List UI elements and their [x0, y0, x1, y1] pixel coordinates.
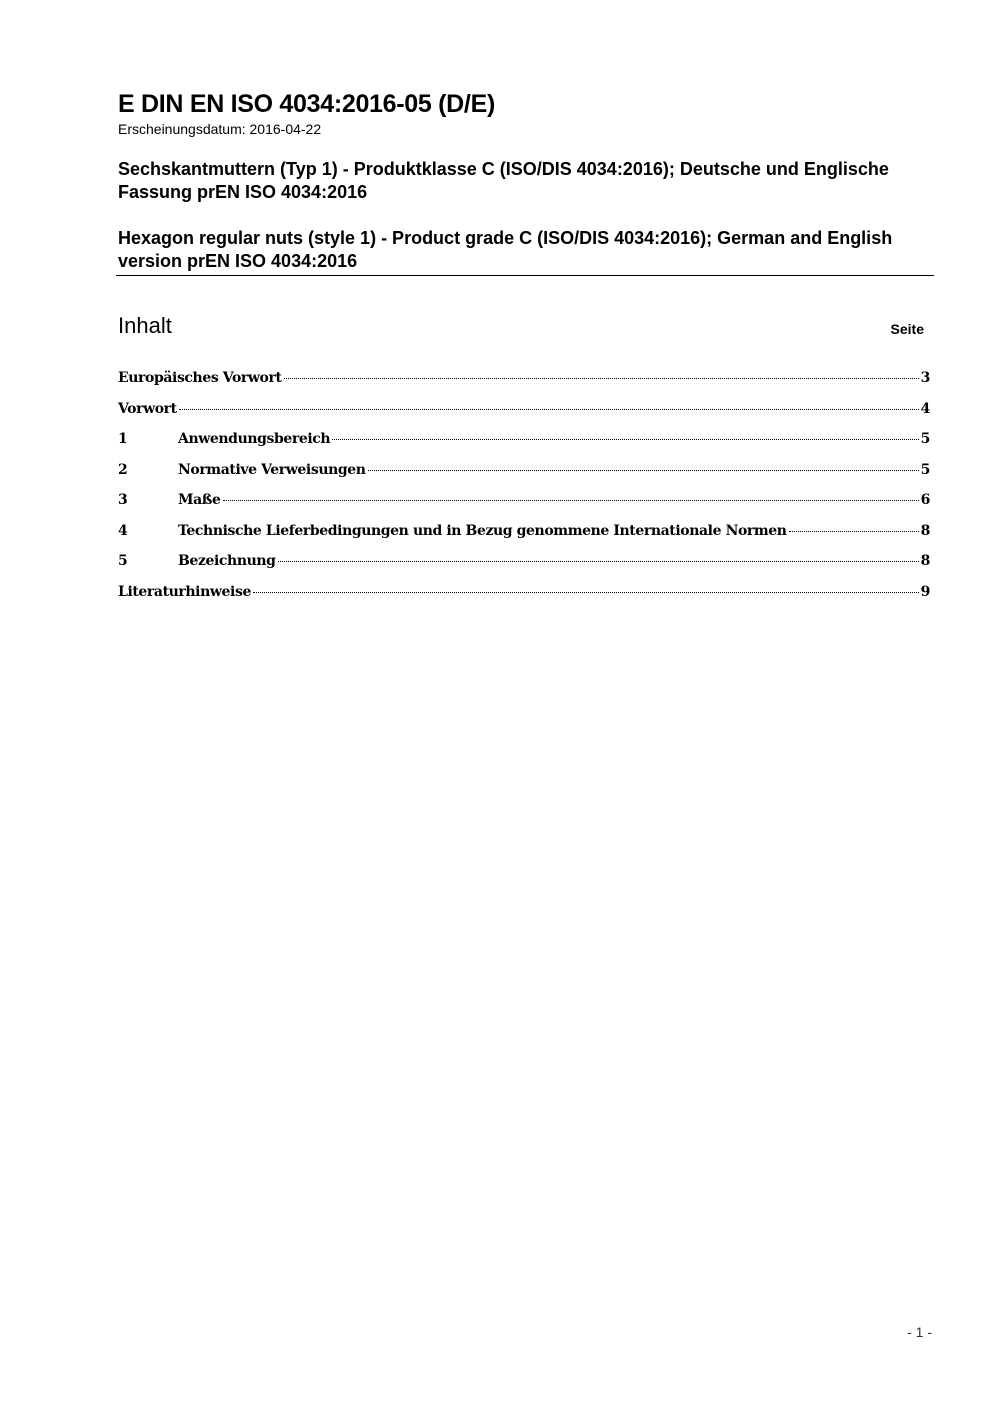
toc-entry-scope[interactable] — [118, 431, 930, 462]
toc-entry-technical-delivery-conditions[interactable] — [118, 523, 930, 554]
toc-entry-label: Anwendungsbereich — [178, 431, 331, 447]
toc-dot-leader — [789, 531, 919, 532]
publication-date: Erscheinungsdatum: 2016-04-22 — [118, 121, 322, 137]
toc-entry-designation[interactable] — [118, 553, 930, 584]
title-german: Sechskantmuttern (Typ 1) - Produktklasse C (ISO/DIS 4034:2016); Deutsche und Englische Fassung prEN ISO 4034:2016 — [118, 159, 889, 202]
toc-entry-page: 3 — [920, 370, 930, 386]
toc-entry-page: 5 — [920, 431, 930, 447]
toc-heading: Inhalt — [118, 313, 172, 338]
toc-entry-page: 8 — [920, 553, 930, 569]
toc-entry-label: Bezeichnung — [178, 553, 276, 569]
toc-entry-page: 9 — [920, 583, 930, 600]
toc-entry-page: 8 — [920, 522, 930, 539]
table-of-contents — [118, 370, 930, 614]
toc-entry-page: 4 — [920, 400, 930, 417]
toc-entry-label: Vorwort — [118, 400, 177, 417]
footer-page-number: - 1 - — [907, 1324, 932, 1340]
toc-entry-number: 2 — [118, 461, 128, 478]
toc-entry-normative-references[interactable] — [118, 462, 930, 493]
toc-entry-number: 4 — [118, 522, 128, 539]
toc-dot-leader — [332, 439, 918, 440]
toc-entry-label: Technische Lieferbedingungen und in Bezug genommene Internationale Normen — [178, 522, 787, 539]
toc-entry-label: Literaturhinweise — [118, 583, 251, 600]
toc-page-column-label: Seite — [890, 321, 924, 337]
toc-dot-leader — [179, 409, 919, 410]
toc-entry-page: 6 — [920, 492, 930, 508]
toc-entry-number: 3 — [118, 492, 128, 508]
toc-dot-leader — [278, 561, 919, 562]
toc-entry-label: Normative Verweisungen — [178, 461, 366, 478]
toc-entry-european-foreword[interactable] — [118, 370, 930, 401]
toc-entry-bibliography[interactable] — [118, 584, 930, 615]
toc-entry-number: 5 — [118, 553, 128, 569]
toc-entry-page: 5 — [920, 461, 930, 478]
toc-dot-leader — [253, 592, 919, 593]
toc-dot-leader — [223, 500, 919, 501]
title-english: Hexagon regular nuts (style 1) - Product grade C (ISO/DIS 4034:2016); German and English version prEN ISO 4034:2016 — [118, 228, 893, 271]
toc-entry-dimensions[interactable] — [118, 492, 930, 523]
toc-entry-foreword[interactable] — [118, 401, 930, 432]
toc-entry-label: Europäisches Vorwort — [118, 370, 282, 386]
document-title: E DIN EN ISO 4034:2016-05 (D/E) — [118, 90, 495, 118]
toc-entry-number: 1 — [118, 431, 128, 447]
title-divider — [116, 275, 934, 276]
toc-dot-leader — [368, 470, 919, 471]
toc-entry-label: Maße — [178, 492, 221, 508]
toc-dot-leader — [284, 378, 919, 379]
